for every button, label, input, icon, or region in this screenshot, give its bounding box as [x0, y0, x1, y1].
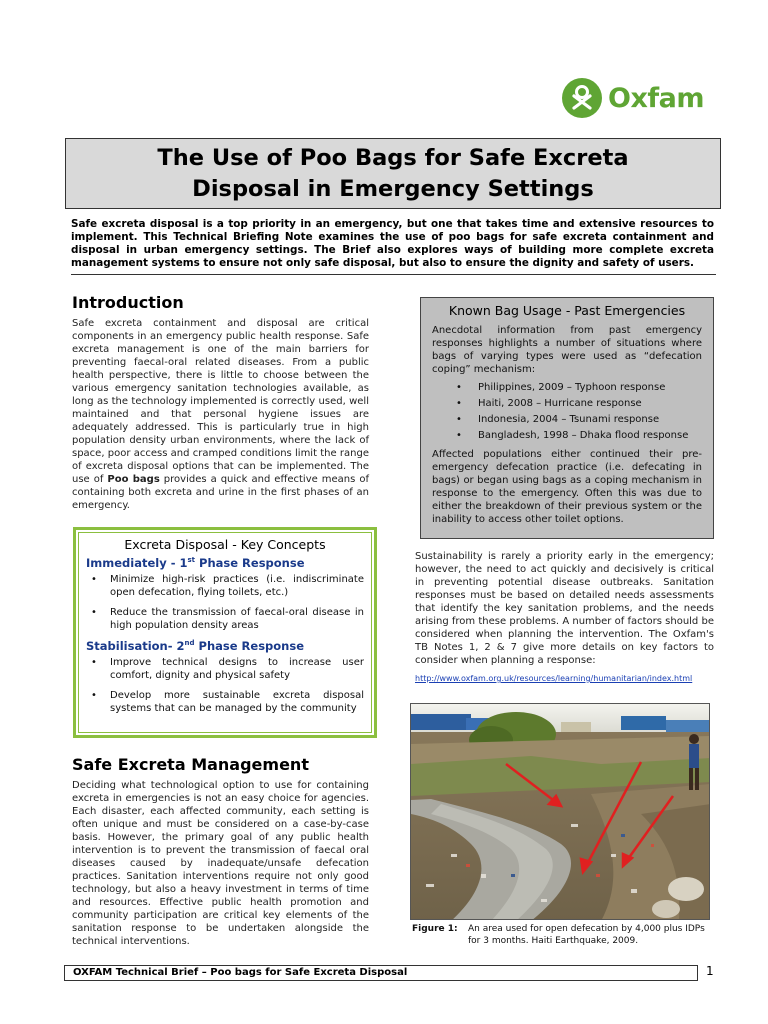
known-bag-usage-heading: Known Bag Usage - Past Emergencies — [448, 303, 686, 318]
footer: OXFAM Technical Brief – Poo bags for Safe Excreta Disposal — [64, 965, 698, 981]
introduction-text — [72, 317, 369, 512]
phase2-list — [86, 656, 364, 715]
list-item: • Reduce the transmission of faecal-oral disease in high population density areas — [86, 606, 364, 632]
introduction-bold-term: Poo bags — [107, 474, 160, 485]
key-concepts-heading: Excreta Disposal - Key Concepts — [124, 537, 326, 552]
figure-caption-text: An area used for open defecation by 4,000 plus IDPs for 3 months. Haiti Earthquake, 2009. — [468, 924, 705, 946]
title-line-2: Disposal in Emergency Settings — [192, 175, 594, 202]
list-item: • Philippines, 2009 – Typhoon response — [456, 380, 702, 396]
list-item: • Develop more sustainable excreta disposal systems that can be managed by the community — [86, 689, 364, 715]
introduction-text-part1: Safe excreta containment and disposal are critical components in an emergency public health response. Safe excreta management is one of the main barriers for preventing faecal-oral related diseases. From a public health perspective, there is little to choose between the various emergency sanitation technologies available, as long as the technology implemented is correctly used, well maintained and that personal hygiene issues are adequately addressed. This is particularly true in high population density urban environments, where the lack of space, poor access and cramped conditions limit the range of excreta disposal options that can be implemented. The use of — [72, 318, 369, 485]
title-line-1: The Use of Poo Bags for Safe Excreta — [157, 144, 629, 171]
list-item: • Haiti, 2008 – Hurricane response — [456, 396, 702, 412]
oxfam-logo-icon — [562, 78, 602, 118]
known-bag-usage-list — [456, 380, 702, 444]
known-bag-usage-box — [420, 297, 714, 539]
phase1-heading-sup: st — [187, 556, 196, 565]
sustainability-text: Sustainability is rarely a priority early in the emergency; however, the need to act quickly and decisively is critical in preventing potential disease outbreaks. Sanitation responses must be based on detailed needs assessments that identify the key sanitation problems, and the needs arising from these problems. A number of factors should be considered when planning the intervention. The Oxfam's TB Notes 1, 2 & 7 give more details on key factors to consider when planning a response: — [415, 551, 714, 666]
phase2-heading-suffix: Phase Response — [194, 639, 305, 653]
document-title — [157, 143, 628, 205]
phase2-heading-sup: nd — [184, 639, 195, 648]
page-number: 1 — [706, 964, 714, 978]
safe-management-heading: Safe Excreta Management — [72, 755, 309, 774]
phase1-list — [86, 573, 364, 632]
phase2-heading-prefix: Stabilisation- 2 — [86, 639, 185, 653]
list-item: • Improve technical designs to increase user comfort, dignity and physical safety — [86, 656, 364, 682]
document-title-box — [65, 138, 721, 209]
abstract: Safe excreta disposal is a top priority in an emergency, but one that takes time and extensive resources to implement. This Technical Briefing Note examines the use of poo bags for safe excreta containment and disposal in urban emergency settings. The Brief also explores ways of building more complete excreta management systems to ensure not only safe disposal, but also to ensure the dignity and safety of users. — [71, 218, 714, 269]
open-defecation-area-image — [411, 704, 710, 920]
phase2-heading — [86, 639, 364, 653]
key-concepts-box — [73, 527, 377, 738]
figure-photo — [410, 703, 710, 920]
safe-management-text: Deciding what technological option to use for containing excreta in emergencies is not an easy choice for agencies. Each disaster, each affected community, each setting is often unique and must be considered on a case-by-case basis. However, the primary goal of any public health intervention is to prevent the transmission of faecal oral diseases caused by inadequate/unsafe defecation practices. Sanitation interventions require not only good technology, but also a heavy investment in terms of time and resources. Effective public health promotion and community participation are critical key elements of the sanitation response to be undertaken alongside the technical interventions. — [72, 780, 369, 947]
oxfam-resources-link[interactable]: http://www.oxfam.org.uk/resources/learning/humanitarian/index.html — [415, 674, 693, 683]
phase1-heading — [86, 556, 364, 570]
introduction-heading: Introduction — [72, 293, 184, 312]
oxfam-logo — [562, 76, 717, 120]
oxfam-logo-text: Oxfam — [608, 82, 704, 114]
figure-caption — [412, 923, 712, 947]
list-item: • Minimize high-risk practices (i.e. indiscriminate open defecation, flying toilets, etc.) — [86, 573, 364, 599]
introduction-text-part2: provides a quick and effective means of containing both excreta and urine in the first phases of an emergency. — [72, 474, 369, 511]
known-bag-usage-outro: Affected populations either continued their pre-emergency defecation practice (i.e. defecating in bags) or began using bags as a coping mechanism in response to the emergency. Often this was due to either the breakdown of their previous system or the inability to access other toilet options. — [432, 449, 702, 525]
phase1-heading-suffix: Phase Response — [195, 556, 305, 570]
known-bag-usage-intro: Anecdotal information from past emergency responses highlights a number of situations where bags of varying types were used as “defecation coping” mechanism: — [432, 325, 702, 375]
list-item: • Indonesia, 2004 – Tsunami response — [456, 412, 702, 428]
figure-label: Figure 1: — [412, 924, 458, 934]
list-item: • Bangladesh, 1998 – Dhaka flood response — [456, 428, 702, 444]
abstract-divider — [71, 274, 716, 275]
phase1-heading-prefix: Immediately - 1 — [86, 556, 188, 570]
